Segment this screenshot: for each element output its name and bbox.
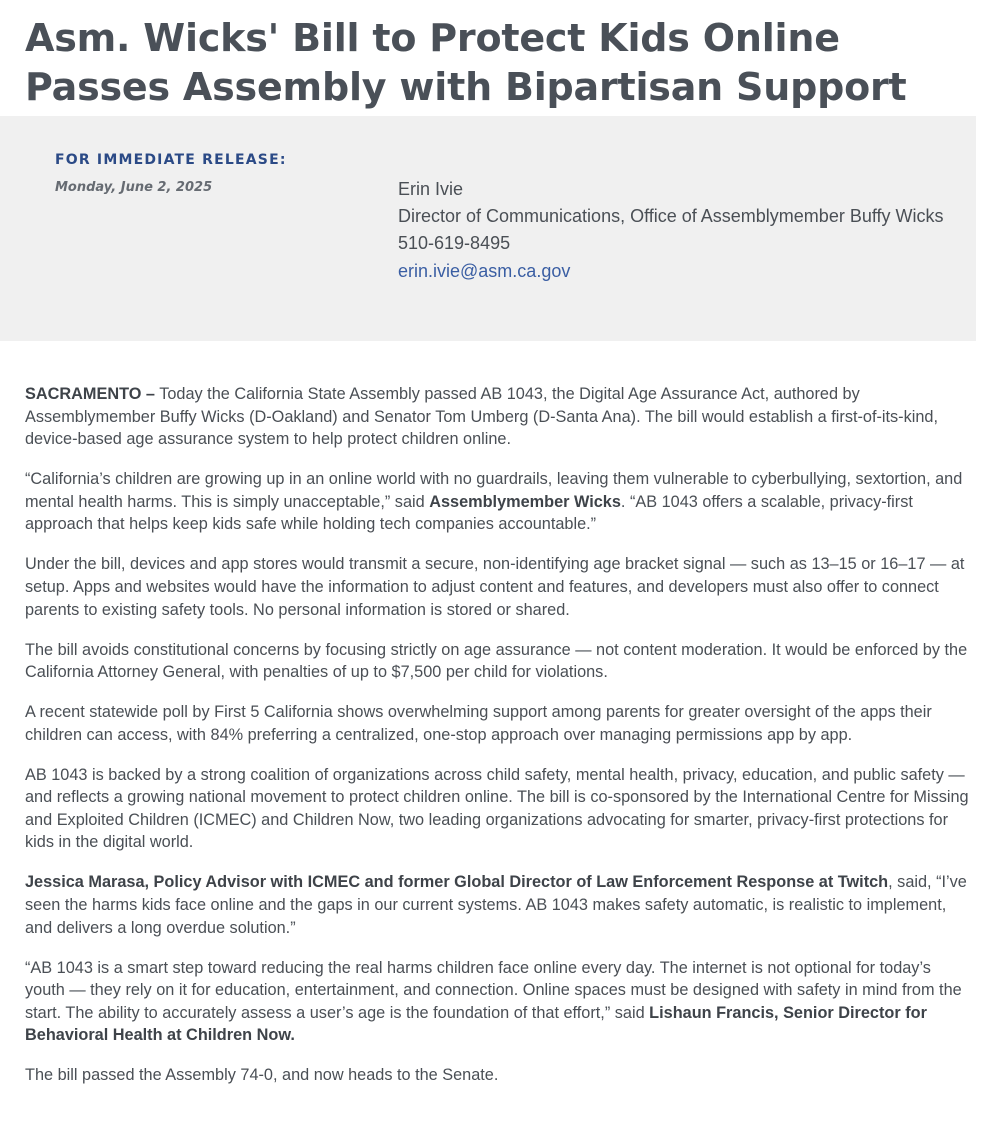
- speaker-name: Jessica Marasa, Policy Advisor with ICMEC and former Global Director of Law Enforcement Response at Twitch: [25, 873, 889, 892]
- paragraph: A recent statewide poll by First 5 California shows overwhelming support among parents for greater oversight of the apps their children can access, with 84% preferring a centralized, one-stop approach over managing permissions app by app.: [25, 703, 932, 744]
- paragraph: The bill avoids constitutional concerns by focusing strictly on age assurance — not content moderation. It would be enforced by the California Attorney General, with penalties of up to $7,500 per child for violations.: [25, 640, 968, 682]
- contact-name: Erin Ivie: [398, 179, 464, 199]
- paragraph: “AB 1043 is a smart step toward reducing the real harms children face online every day. The internet is not optional for today’s youth — they rely on it for education, entertainment, and connection. Online spaces must be designed with safety in mind from the start. The ability to accurately assess a user’s age is the foundation of that effort,” said Lishaun Francis, Senior Director for Behavioral Health at Children Now.: [25, 958, 962, 1045]
- press-release-info: [0, 116, 976, 341]
- paragraph: AB 1043 is backed by a strong coalition of organizations across child safety, mental health, privacy, education, and public safety — and reflects a growing national movement to protect children online. The bill is co-sponsored by the International Centre for Missing and Exploited Children (ICMEC) and Children Now, two leading organizations advocating for smarter, privacy-first protections for kids in the digital world.: [25, 765, 969, 852]
- paragraph: The bill passed the Assembly 74-0, and now heads to the Senate.: [25, 1066, 499, 1085]
- release-label: FOR IMMEDIATE RELEASE:: [55, 152, 287, 168]
- speaker-name: Lishaun Francis, Senior Director for Behavioral Health at Children Now.: [25, 1003, 927, 1045]
- paragraph: Jessica Marasa, Policy Advisor with ICMEC and former Global Director of Law Enforcement Response at Twitch, said, “I’ve seen the harms kids face online and the gaps in our current systems. AB 1043 makes safety automatic, is realistic to implement, and delivers a long overdue solution.”: [25, 873, 967, 937]
- dateline: SACRAMENTO –: [25, 385, 155, 403]
- contact-block: [398, 176, 958, 285]
- contact-title: Director of Communications, Office of Assemblymember Buffy Wicks: [398, 206, 944, 227]
- paragraph: SACRAMENTO – Today the California State Assembly passed AB 1043, the Digital Age Assurance Act, authored by Assemblymember Buffy Wicks (D-Oakland) and Senator Tom Umberg (D-Santa Ana). The bill would establish a first-of-its-kind, device-based age assurance system to help protect children online.: [25, 385, 938, 449]
- paragraph: Under the bill, devices and app stores would transmit a secure, non-identifying age bracket signal — such as 13–15 or 16–17 — at setup. Apps and websites would have the information to adjust content and features, and developers must also offer to connect parents to existing safety tools. No personal information is stored or shared.: [25, 555, 965, 619]
- article-body: [25, 383, 970, 1104]
- speaker-name: Assemblymember Wicks: [429, 492, 621, 511]
- release-date: Monday, June 2, 2025: [55, 180, 213, 195]
- paragraph: “California’s children are growing up in an online world with no guardrails, leaving them vulnerable to cyberbullying, sextortion, and mental health harms. This is simply unacceptable,” said Assemblymember Wicks. “AB 1043 offers a scalable, privacy-first approach that helps keep kids safe while holding tech companies accountable.”: [25, 470, 963, 534]
- contact-phone: 510-619-8495: [398, 233, 511, 254]
- page-title: Asm. Wicks' Bill to Protect Kids Online Passes Assembly with Bipartisan Support: [25, 16, 907, 109]
- contact-email-link[interactable]: erin.ivie@asm.ca.gov: [398, 260, 571, 281]
